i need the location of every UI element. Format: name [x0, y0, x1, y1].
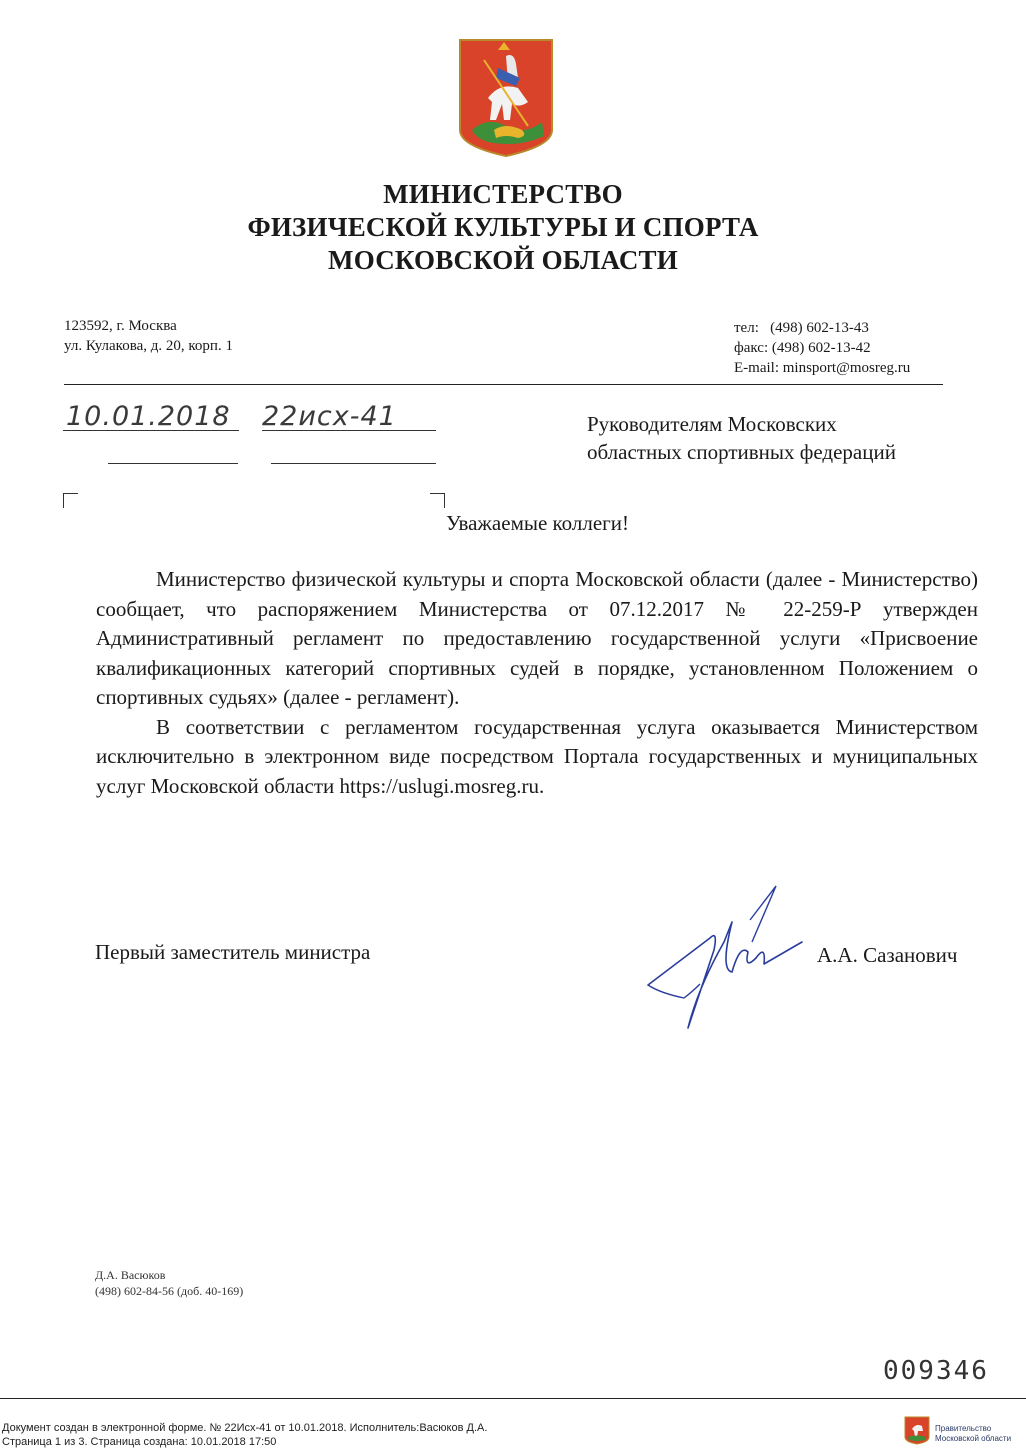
executor-block — [95, 1267, 243, 1299]
footer-line: Документ создан в электронной форме. № 22Исх-41 от 10.01.2018. Исполнитель:Васюков Д.А. — [2, 1422, 488, 1434]
brand-line: Московской области — [935, 1434, 1012, 1443]
number-underline-lower — [271, 463, 436, 464]
phone-line: тел: (498) 602-13-43 — [734, 320, 869, 336]
government-brand — [935, 1424, 1011, 1444]
header-divider — [64, 384, 943, 385]
ministry-address — [64, 316, 233, 356]
footer-line: Страница 1 из 3. Страница создана: 10.01.2018 17:50 — [2, 1436, 277, 1448]
document-serial-number: 009346 — [883, 1356, 989, 1386]
ministry-contacts — [734, 318, 910, 378]
ministry-title-line: МОСКОВСКОЙ ОБЛАСТИ — [328, 245, 678, 275]
footer-metadata — [2, 1421, 487, 1449]
body-paragraph: Министерство физической культуры и спорта Московской области (далее - Министерство) сообщает, что распоряжением Министерства от 07.12.2017 № 22-259-Р утвержден Административный регламент по предоставлению государственной услуги «Присвоение квалификационных категорий спортивных судей в порядке, установленном Положением о спортивных судьях» (далее - регламент). — [96, 567, 978, 709]
email-line: E-mail: minsport@mosreg.ru — [734, 360, 911, 376]
corner-mark-right — [430, 493, 445, 508]
body-paragraph: В соответствии с регламентом государственная услуга оказывается Министерством исключительно в электронном виде посредством Портала государственных и муниципальных услуг Московской области https://uslugi.mosreg.ru. — [96, 714, 978, 798]
salutation: Уважаемые коллеги! — [445, 511, 630, 535]
brand-line: Правительство — [935, 1424, 992, 1433]
addressee-line: областных спортивных федераций — [587, 440, 896, 464]
executor-name: Д.А. Васюков — [95, 1268, 166, 1282]
date-underline — [63, 430, 239, 431]
addressee-line: Руководителям Московских — [587, 412, 837, 436]
executor-phone: (498) 602-84-56 (доб. 40-169) — [95, 1284, 244, 1298]
footer-divider — [0, 1398, 1026, 1399]
registration-number: 22исх-41 — [262, 401, 397, 432]
fax-line: факс: (498) 602-13-42 — [734, 340, 871, 356]
address-line: ул. Кулакова, д. 20, корп. 1 — [64, 338, 233, 354]
corner-mark-left — [63, 493, 78, 508]
ministry-title-line: МИНИСТЕРСТВО — [383, 179, 623, 209]
address-line: 123592, г. Москва — [64, 318, 177, 334]
number-underline — [262, 430, 436, 431]
signer-position: Первый заместитель министра — [95, 940, 371, 964]
registration-date: 10.01.2018 — [66, 401, 231, 432]
addressee — [587, 410, 896, 466]
date-underline-lower — [108, 463, 238, 464]
government-emblem-icon — [904, 1415, 930, 1445]
handwritten-signature — [640, 878, 810, 1043]
signer-name: А.А. Сазанович — [817, 943, 958, 967]
ministry-title-line: ФИЗИЧЕСКОЙ КУЛЬТУРЫ И СПОРТА — [247, 212, 759, 242]
coat-of-arms-icon — [458, 38, 554, 158]
letter-body — [96, 565, 978, 801]
ministry-title — [0, 178, 1006, 277]
